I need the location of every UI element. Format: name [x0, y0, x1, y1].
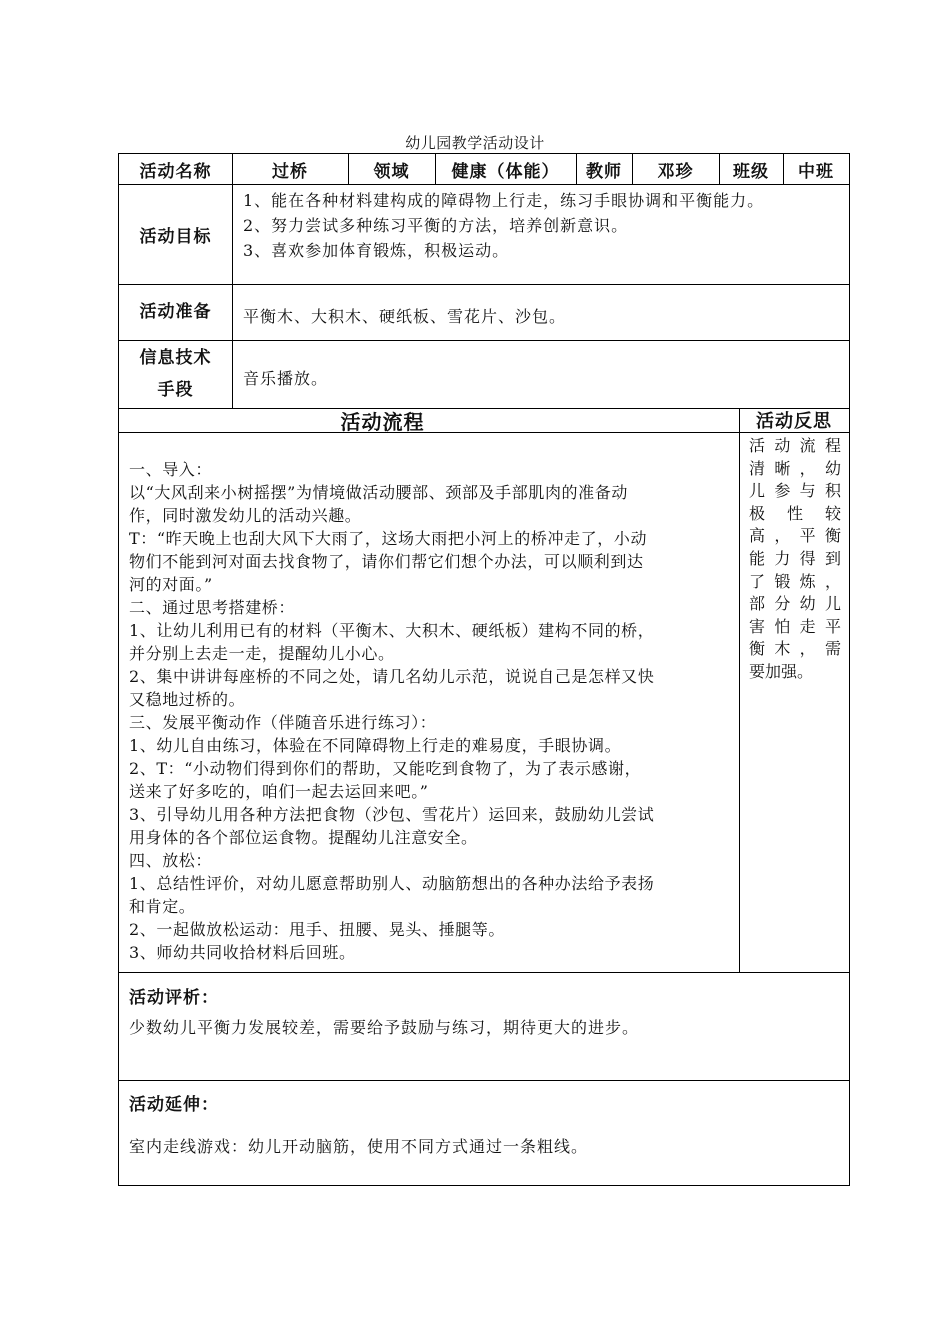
extension-text: 室内走线游戏：幼儿开动脑筋，使用不同方式通过一条粗线。: [129, 1137, 589, 1156]
process-line: 2、一起做放松运动：甩手、扭腰、晃头、捶腿等。: [129, 920, 505, 939]
activity-table: [118, 153, 850, 1186]
preparation-text: 平衡木、大积木、硬纸板、雪花片、沙包。: [243, 307, 567, 326]
process-line: 3、师幼共同收拾材料后回班。: [129, 943, 356, 962]
process-line: 并分别上去走一走，提醒幼儿小心。: [129, 644, 395, 663]
process-line: 1、幼儿自由练习，体验在不同障碍物上行走的难易度，手眼协调。: [129, 736, 622, 755]
reflection-line: 害怕走平: [749, 616, 841, 636]
analysis-label: 活动评析：: [129, 988, 219, 1008]
reflection-line: 衡木，需: [749, 639, 841, 659]
it-means-text: 音乐播放。: [243, 369, 329, 388]
goal-item: 1、能在各种材料建构成的障碍物上行走，练习手眼协调和平衡能力。: [243, 191, 765, 210]
process-line: 以“大风刮来小树摇摆”为情境做活动腰部、颈部及手部肌肉的准备动: [129, 483, 628, 502]
reflection-line: 极性较: [749, 503, 841, 523]
process-line: 四、放松：: [129, 851, 213, 870]
process-line: 用身体的各个部位运食物。提醒幼儿注意安全。: [129, 828, 478, 847]
reflection-line: 部分幼儿: [749, 594, 841, 614]
reflection-line: 清晰，幼: [749, 458, 841, 478]
process-line: 物们不能到河对面去找食物了，请你们帮它们想个办法，可以顺利到达: [129, 552, 644, 571]
teacher-label: 教师: [586, 161, 622, 182]
process-line: 2、T：“小动物们得到你们的帮助，又能吃到食物了，为了表示感谢，: [129, 759, 642, 778]
process-line: 河的对面。”: [129, 575, 213, 594]
process-line: 2、集中讲讲每座桥的不同之处，请几名幼儿示范，说说自己是怎样又快: [129, 667, 655, 686]
domain-label: 领域: [373, 161, 410, 182]
reflection-line: 了锻炼，: [749, 571, 841, 591]
reflection-line: 儿参与积: [749, 481, 841, 501]
domain-value: 健康（体能）: [451, 161, 560, 182]
reflection-line: 要加强。: [749, 661, 814, 681]
process-line: 二、通过思考搭建桥：: [129, 598, 296, 617]
goals-list: [243, 188, 764, 263]
reflection-line: 活动流程: [749, 436, 841, 455]
process-line: 3、引导幼儿用各种方法把食物（沙包、雪花片）运回来，鼓励幼儿尝试: [129, 805, 655, 824]
class-label: 班级: [733, 161, 769, 182]
goals-label: 活动目标: [139, 226, 212, 247]
goal-item: 2、努力尝试多种练习平衡的方法，培养创新意识。: [243, 216, 629, 235]
preparation-label: 活动准备: [139, 301, 212, 322]
activity-name-value: 过桥: [272, 161, 308, 182]
it-means-label-line1: 信息技术: [139, 348, 212, 368]
process-content: [129, 458, 654, 964]
process-line: 又稳地过桥的。: [129, 690, 246, 709]
process-line: T：“昨天晚上也刮大风下大雨了，这场大雨把小河上的桥冲走了，小动: [129, 529, 648, 548]
it-means-label-line2: 手段: [157, 380, 194, 400]
goal-item: 3、喜欢参加体育锻炼，积极运动。: [243, 241, 510, 260]
class-value: 中班: [798, 161, 834, 182]
activity-name-label: 活动名称: [139, 161, 212, 182]
extension-label: 活动延伸：: [129, 1095, 219, 1115]
process-heading: 活动流程: [340, 409, 425, 434]
reflection-content: [749, 435, 841, 684]
process-line: 和肯定。: [129, 897, 196, 916]
reflection-line: 高，平衡: [749, 526, 841, 546]
document-title: 幼儿园教学活动设计: [405, 134, 545, 152]
process-line: 1、总结性评价，对幼儿愿意帮助别人、动脑筋想出的各种办法给予表扬: [129, 874, 655, 893]
process-line: 作，同时激发幼儿的活动兴趣。: [129, 506, 362, 525]
teacher-value: 邓珍: [657, 161, 694, 182]
process-line: 1、让幼儿利用已有的材料（平衡木、大积木、硬纸板）建构不同的桥，: [129, 621, 655, 640]
it-means-label: [119, 340, 232, 408]
reflection-line: 能力得到: [749, 548, 841, 568]
process-line: 三、发展平衡动作（伴随音乐进行练习）：: [129, 713, 437, 732]
reflection-heading: 活动反思: [756, 411, 832, 432]
process-line: 一、导入：: [129, 460, 213, 479]
analysis-text: 少数幼儿平衡力发展较差，需要给予鼓励与练习，期待更大的进步。: [129, 1018, 640, 1037]
process-line: 送来了好多吃的，咱们一起去运回来吧。”: [129, 782, 429, 801]
